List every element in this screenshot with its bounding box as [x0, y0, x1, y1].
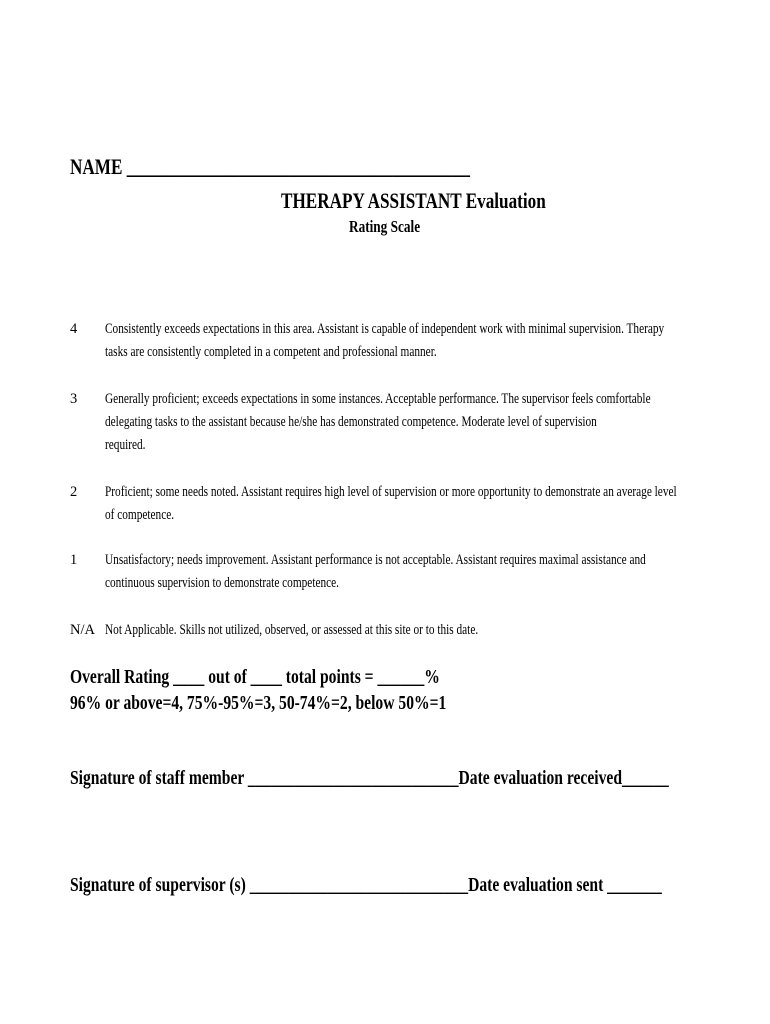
rating-description-line: Consistently exceeds expectations in this area. Assistant is capable of independent work with minimal supervision. Therapy: [105, 321, 665, 337]
overall-rating-line: Overall Rating ____ out of ____ total points = ______%: [70, 666, 440, 688]
supervisor-signature-line: Signature of supervisor (s) ____________________________Date evaluation sent _______: [70, 874, 662, 896]
rating-description: [105, 619, 583, 642]
rating-description-line: required.: [105, 437, 146, 453]
rating-description: [105, 318, 770, 364]
rating-description-line: Not Applicable. Skills not utilized, observed, or assessed at this site or to this date.: [105, 622, 479, 638]
rating-description: [105, 388, 770, 457]
rating-description-line: Unsatisfactory; needs improvement. Assistant performance is not acceptable. Assistant requires maximal assistance and: [105, 552, 646, 568]
rating-description-line: Proficient; some needs noted. Assistant requires high level of supervision or more opportunity to demonstrate an average level: [105, 484, 677, 500]
name-field-label: NAME ________________________________________: [70, 154, 470, 179]
rating-description-line: delegating tasks to the assistant because he/she has demonstrated competence. Moderate level of supervision: [105, 414, 597, 430]
rating-description-line: tasks are consistently completed in a competent and professional manner.: [105, 344, 437, 360]
rating-number: 2: [70, 484, 78, 500]
rating-key-line: 96% or above=4, 75%-95%=3, 50-74%=2, below 50%=1: [70, 692, 447, 714]
rating-number: 1: [70, 552, 78, 568]
rating-number: 4: [70, 321, 78, 337]
rating-description: [105, 481, 770, 527]
rating-description: [105, 549, 770, 595]
rating-number: N/A: [70, 622, 95, 638]
rating-description-line: continuous supervision to demonstrate competence.: [105, 575, 339, 591]
rating-number: 3: [70, 391, 78, 407]
page-title: THERAPY ASSISTANT Evaluation: [281, 188, 546, 213]
rating-description-line: of competence.: [105, 507, 175, 523]
staff-signature-line: Signature of staff member ___________________________Date evaluation received______: [70, 767, 669, 789]
rating-description-line: Generally proficient; exceeds expectations in some instances. Acceptable performance. The supervisor feels comfortable: [105, 391, 651, 407]
page-subtitle: Rating Scale: [349, 217, 421, 236]
